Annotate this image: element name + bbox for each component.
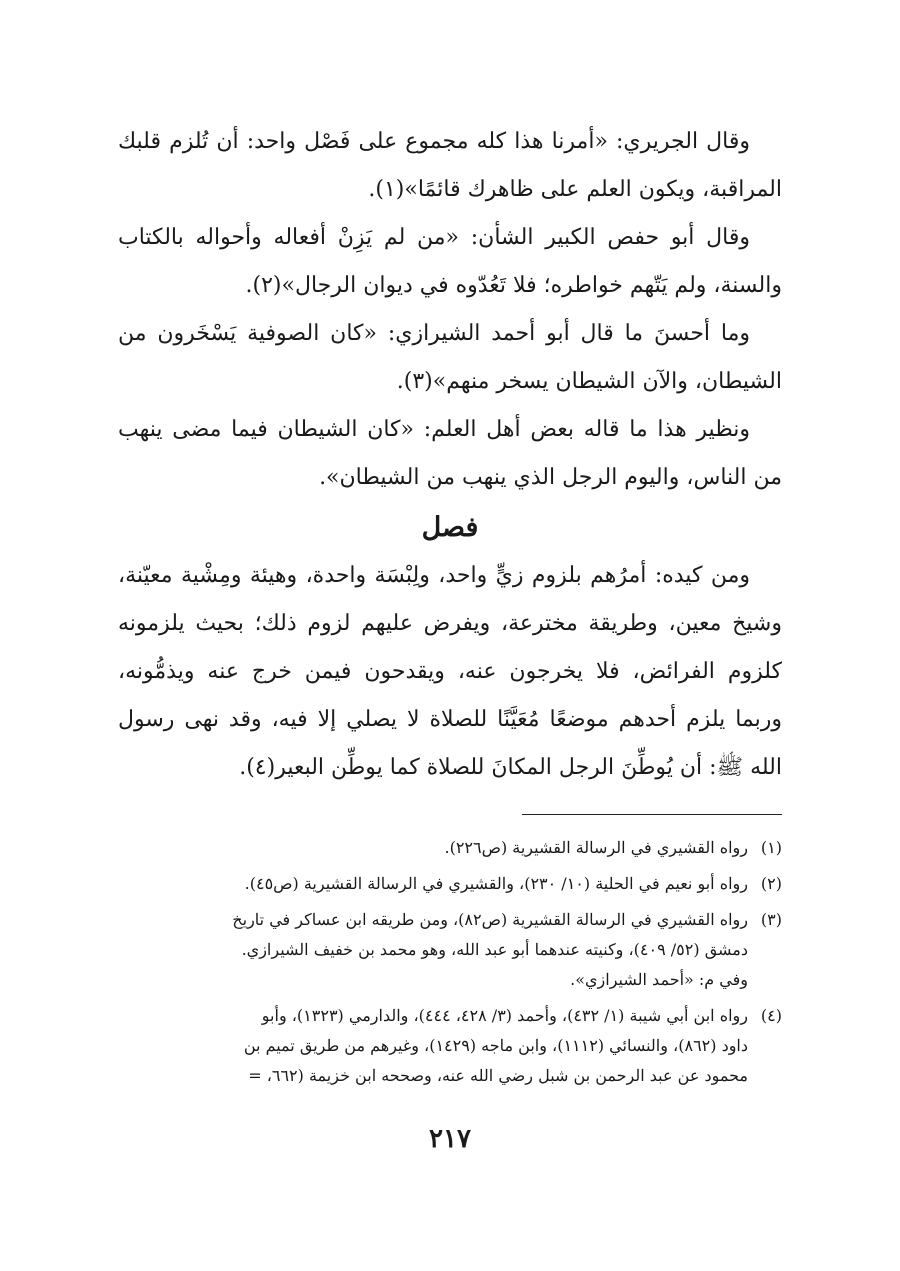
footnotes [118,833,782,1091]
footnote-number: (٤) [760,1006,782,1025]
footnote-line: رواه ابن أبي شيبة (١/ ٤٣٢)، وأحمد (٣/ ٤٢٨، ٤٤٤)، والدارمي (١٣٢٣)، وأبو [261,1006,748,1025]
footnote-text [118,833,748,863]
body-text-bottom [118,552,782,792]
footnote-line: محمود عن عبد الرحمن بن شبل رضي الله عنه، وصححه ابن خزيمة (٦٦٢، = [248,1066,748,1085]
paragraph: وقال الجريري: «أمرنا هذا كله مجموع على فَصْل واحد: أن تُلزم قلبك المراقبة، ويكون العلم على ظاهرك قائمًا»(١). [118,129,782,202]
footnote-line: رواه القشيري في الرسالة القشيرية (ص٢٢٦). [444,838,748,857]
footnote-text [118,905,748,995]
footnote-number: (١) [760,838,782,857]
footnote-text [118,1001,748,1091]
paragraph: ونظير هذا ما قاله بعض أهل العلم: «كان الشيطان فيما مضى ينهب من الناس، واليوم الرجل الذي ينهب من الشيطان». [118,417,782,490]
footnote-number: (٣) [760,910,782,929]
footnote-line: وفي م: «أحمد الشيرازي». [570,970,748,989]
footnote-line: داود (٨٦٢)، والنسائي (١١١٢)، وابن ماجه (١٤٢٩)، وغيرهم من طريق تميم بن [243,1036,748,1055]
paragraph: وقال أبو حفص الكبير الشأن: «من لم يَزِنْ أفعاله وأحواله بالكتاب والسنة، ولم يَتّهم خواطره؛ فلا تَعُدّوه في ديوان الرجال»(٢). [118,225,782,298]
footnote-line: رواه القشيري في الرسالة القشيرية (ص٨٢)، ومن طريقه ابن عساكر في تاريخ [232,910,748,929]
footnote-number: (٢) [760,874,782,893]
section-title: فصل [421,512,479,543]
paragraph: وما أحسنَ ما قال أبو أحمد الشيرازي: «كان الصوفية يَسْخَرون من الشيطان، والآن الشيطان يسخر منهم»(٣). [118,321,782,394]
page-number: ٢١٧ [429,1124,471,1154]
footnote-line: دمشق (٥٢/ ٤٠٩)، وكنيته عندهما أبو عبد الله، وهو محمد بن خفيف الشيرازي. [241,940,748,959]
footnote-text [118,869,748,899]
footnote [118,905,782,995]
footnote [118,1001,782,1091]
footnote [118,869,782,899]
footnote [118,833,782,863]
paragraph: ومن كيده: أمرُهم بلزوم زيٍّ واحد، ولِبْسَة واحدة، وهيئة ومِشْية معيّنة، وشيخ معين، وطريقة مخترعة، ويفرض عليهم لزوم ذلك؛ بحيث يلزمونه كلزوم الفرائض، فلا يخرجون عنه، ويقدحون فيمن خرج عنه ويذمُّونه، وربما يلزم أحدهم موضعًا مُعَيَّنًا للصلاة لا يصلي إلا فيه، وقد نهى رسول الله ﷺ: أن يُوطِّنَ الرجل المكانَ للصلاة كما يوطِّن البعير(٤). [118,563,782,780]
page-content [118,118,782,1097]
body-text-top [118,118,782,502]
footnote-divider [522,814,782,815]
footnote-line: رواه أبو نعيم في الحلية (١٠/ ٢٣٠)، والقشيري في الرسالة القشيرية (ص٤٥). [244,874,748,893]
